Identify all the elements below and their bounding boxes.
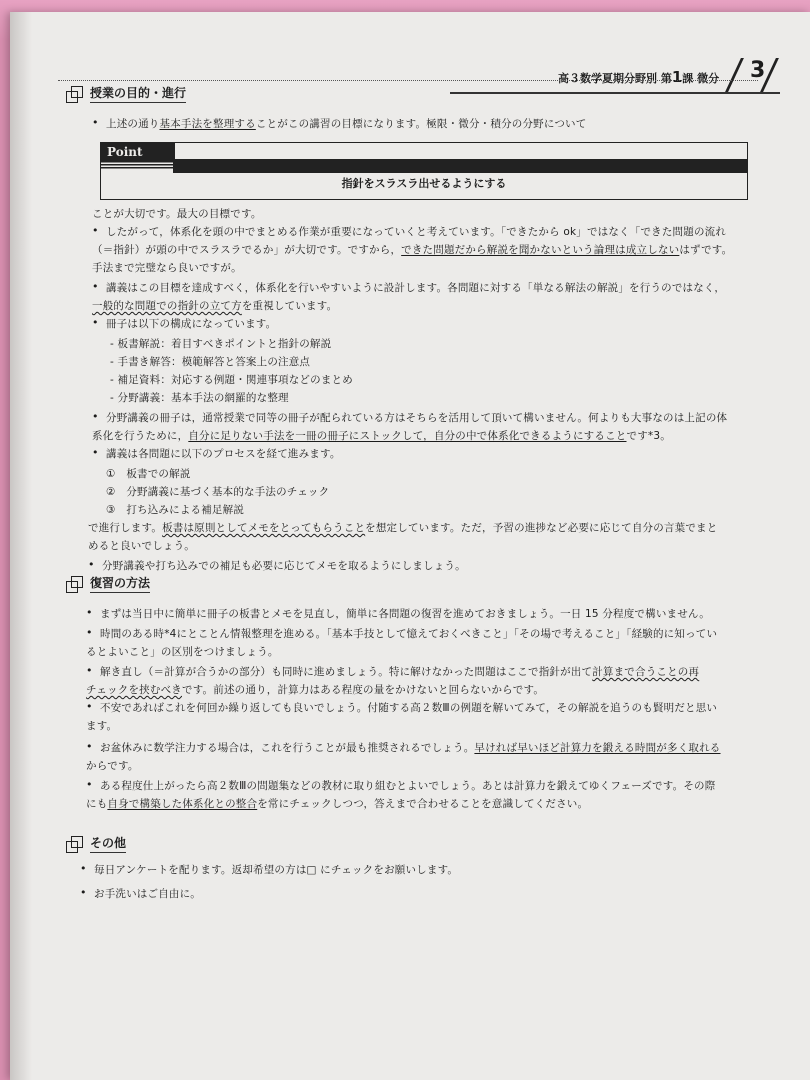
structure-item-3: - 補足資料：対応する例題・関連事項などのまとめ: [110, 374, 353, 386]
purpose-line-14: • 分野講義や打ち込みでの補足も必要に応じてメモを取るようにしましょう。: [102, 558, 466, 573]
point-stripes: [101, 161, 747, 169]
purpose-line-8: • 冊子は以下の構成になっています。: [106, 316, 276, 331]
section-heading-review: [66, 574, 150, 593]
section-square-icon: [66, 836, 82, 852]
lesson-suffix: 課: [682, 72, 694, 85]
other-line-2: • お手洗いはご自由に。: [94, 886, 201, 901]
page-edge-shadow: [10, 12, 32, 1080]
purpose-line-2: ことが大切です。最大の目標です。: [92, 208, 262, 220]
section-title: 復習の方法: [90, 574, 150, 593]
other-line-1: • 毎日アンケートを配ります。返却希望の方は□ にチェックをお願いします。: [94, 862, 458, 877]
process-step-3: ③ 打ち込みによる補足解説: [106, 504, 245, 516]
purpose-line-1: • 上述の通り基本手法を整理することがこの講習の目標になります。極限・微分・積分の分野について: [106, 116, 586, 131]
lesson-number: 1: [671, 68, 683, 86]
review-line-6: • 不安であればこれを何回か繰り返しても良いでしょう。付随する高２数Ⅲの例題を解いてみて，その解説を追うのも賢明だと思い: [100, 700, 717, 715]
point-text: 指針をスラスラ出せるようにする: [341, 177, 507, 190]
header-course-title: [558, 68, 719, 86]
review-line-8: • お盆休みに数学注力する場合は，これを行うことが最も推奨されるでしょう。早ければ早いほど計算力を鍛える時間が多く取れる: [100, 740, 721, 755]
review-line-1: • まずは当日中に簡単に冊子の板書とメモを見直し，簡単に各問題の復習を進めておきましょう。一日 15 分程度で構いません。: [100, 606, 710, 621]
section-title: その他: [90, 834, 126, 853]
section-square-icon: [66, 576, 82, 592]
process-step-2: ② 分野講義に基づく基本的な手法のチェック: [106, 486, 330, 498]
review-line-10: • ある程度仕上がったら高２数Ⅲの問題集などの教材に取り組むとよいでしょう。あとは計算力を鍛えてゆくフェーズです。その際: [100, 778, 715, 793]
purpose-line-3: • したがって，体系化を頭の中でまとめる作業が重要になっていくと考えています。「できたから ok」ではなく「できた問題の流れ: [106, 224, 726, 239]
purpose-line-12: で進行します。板書は原則としてメモをとってもらうことを想定しています。ただ，予習の進捗など必要に応じて自分の言葉でまと: [88, 522, 718, 534]
dotted-divider: [58, 80, 758, 81]
review-line-5: チェックを挟むべきです。前述の通り，計算力はある程度の量をかけないと回らないからです。: [86, 684, 545, 696]
review-line-9: からです。: [86, 760, 139, 772]
point-label: Point: [101, 143, 175, 161]
section-heading-purpose: [66, 84, 186, 103]
point-box: [100, 142, 748, 200]
purpose-line-6: • 講義はこの目標を達成すべく，体系化を行いやすいように設計します。各問題に対する「単なる解法の解説」を行うのではなく，: [106, 280, 725, 295]
section-heading-other: [66, 834, 126, 853]
purpose-line-11: • 講義は各問題に以下のプロセスを経て進みます。: [106, 446, 341, 461]
purpose-line-10: 系化を行うために，自分に足りない手法を一冊の冊子にストックして，自分の中で体系化できるようにすることです*3。: [92, 430, 671, 442]
purpose-line-5: 手法まで完璧なら良いですが。: [92, 262, 242, 274]
purpose-line-13: めると良いでしょう。: [88, 540, 195, 552]
page-number: 3: [750, 58, 766, 83]
review-line-2: • 時間のある時*4にとことん情報整理を進める。「基本手技として憶えておくべきこと」「その場で考えること」「経験的に知ってい: [100, 626, 717, 641]
structure-item-2: - 手書き解答：模範解答と答案上の注意点: [110, 356, 311, 368]
page-header: [450, 52, 780, 92]
purpose-line-9: • 分野講義の冊子は，通常授業で同等の冊子が配られている方はそちらを活用して頂いて構いません。何よりも大事なのは上記の体: [106, 410, 727, 425]
review-line-7: ます。: [86, 720, 118, 732]
lesson-topic: 微分: [697, 72, 720, 85]
section-square-icon: [66, 86, 82, 102]
purpose-line-4: （＝指針）が頭の中でスラスラでるか」が大切です。ですから，できた問題だから解説を聞かないという論理は成立しないはずです。: [92, 244, 733, 256]
header-slash: [725, 58, 744, 92]
structure-item-1: - 板書解説：着目すべきポイントと指針の解説: [110, 338, 332, 350]
section-title: 授業の目的・進行: [90, 84, 186, 103]
header-rule: [450, 92, 780, 94]
course-name: 高３数学夏期分野別: [558, 72, 657, 85]
purpose-line-7: 一般的な問題での指針の立て方を重視しています。: [92, 300, 338, 312]
review-line-11: にも自身で構築した体系化との整合を常にチェックしつつ，答えまで合わせることを意識してください。: [86, 798, 589, 810]
lesson-prefix: 第: [660, 72, 672, 85]
process-step-1: ① 板書での解説: [106, 468, 191, 480]
review-line-3: るとよいこと」の区別をつけましょう。: [86, 646, 279, 658]
structure-item-4: - 分野講義：基本手法の網羅的な整理: [110, 392, 289, 404]
review-line-4: • 解き直し（＝計算が合うかの部分）も同時に進めましょう。特に解けなかった問題はここで指針が出て計算まで合うことの再: [100, 664, 699, 679]
